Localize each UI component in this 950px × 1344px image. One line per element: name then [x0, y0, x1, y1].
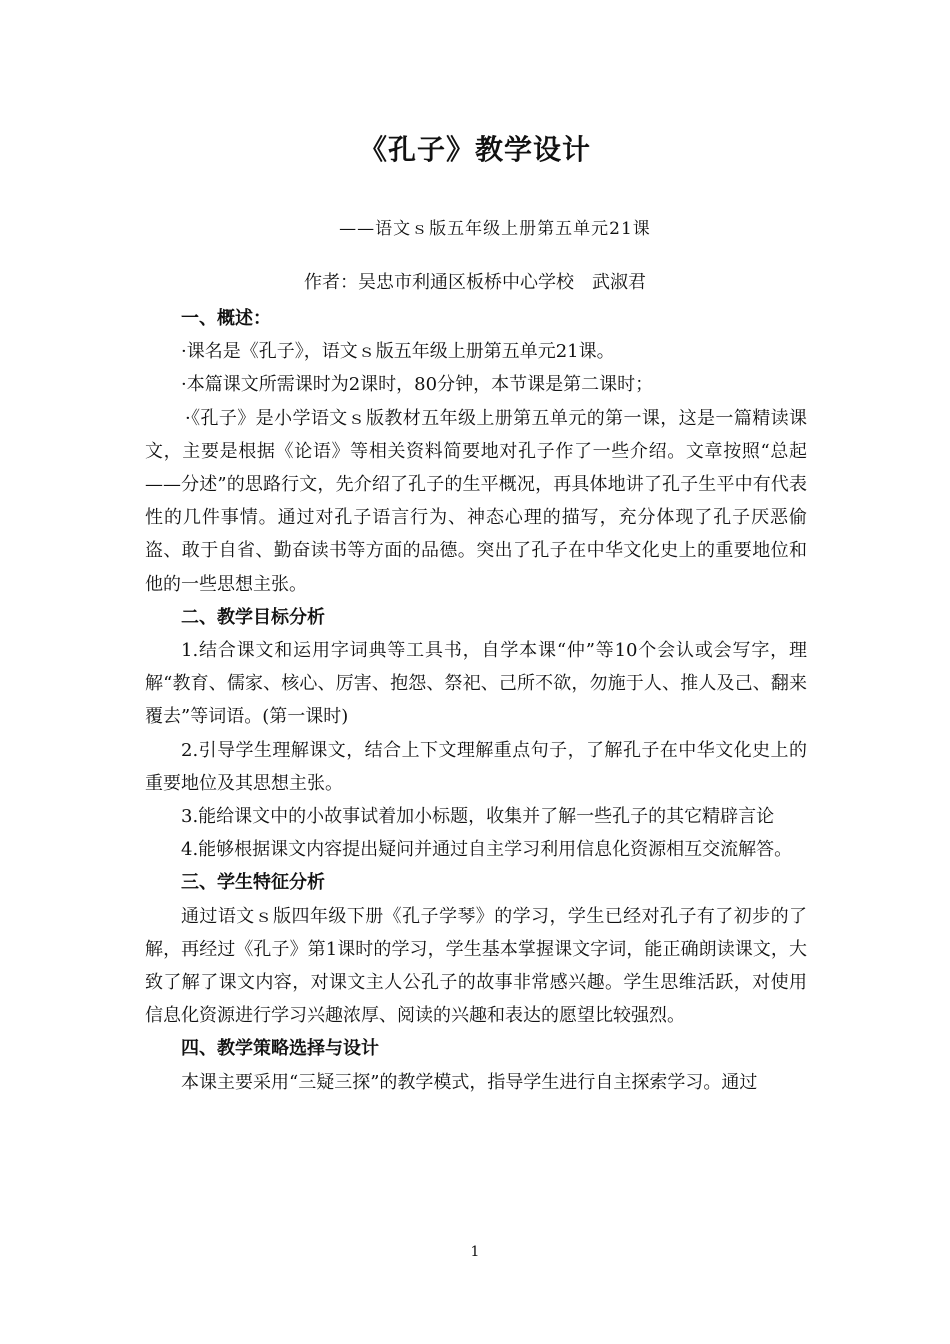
overview-item: ·本篇课文所需课时为2课时，80分钟，本节课是第二课时； [181, 374, 654, 396]
goal-item: 4.能够根据课文内容提出疑问并通过自主学习利用信息化资源相互交流解答。 [181, 839, 793, 861]
strategy-paragraph: 本课主要采用“三疑三探”的教学模式，指导学生进行自主探索学习。通过 [181, 1071, 758, 1093]
goal-item: 3.能给课文中的小故事试着加小标题，收集并了解一些孔子的其它精辟言论 [181, 806, 775, 828]
section-heading-overview: 一、概述： [181, 308, 271, 329]
goal-item: 1.结合课文和运用字词典等工具书，自学本课“仲”等10个会认或会写字，理解“教育、儒家、核心、厉害、抱怨、祭祀、己所不欲，勿施于人、推人及己、翻来覆去”等词语。(第一课时) [145, 640, 807, 728]
section-heading-goals: 二、教学目标分析 [181, 606, 325, 628]
goal-item: 2.引导学生理解课文，结合上下文理解重点句子，了解孔子在中华文化史上的重要地位及其思想主张。 [145, 739, 807, 794]
page-title: 《孔子》教学设计 [358, 133, 591, 166]
overview-item: ·课名是《孔子》，语文ｓ版五年级上册第五单元21课。 [181, 341, 615, 363]
overview-item: ·《孔子》是小学语文ｓ版教材五年级上册第五单元的第一课，这是一篇精读课文，主要是根据《论语》等相关资料简要地对孔子作了一些介绍。文章按照“总起——分述”的思路行文，先介绍了孔子的生平概况，再具体地讲了孔子生平中有代表性的几件事情。通过对孔子语言行为、神态心理的描写，充分体现了孔子厌恶偷盗、敢于自省、勤奋读书等方面的品德。突出了孔子在中华文化史上的重要地位和他的一些思想主张。 [145, 407, 807, 595]
document-body [145, 302, 807, 1099]
author-line: 作者：吴忠市利通区板桥中心学校 武淑君 [304, 272, 646, 293]
section-heading-strategy: 四、教学策略选择与设计 [181, 1038, 379, 1060]
students-paragraph: 通过语文ｓ版四年级下册《孔子学琴》的学习，学生已经对孔子有了初步的了解，再经过《孔子》第1课时的学习，学生基本掌握课文字词，能正确朗读课文，大致了解了课文内容，对课文主人公孔子的故事非常感兴趣。学生思维活跃，对使用信息化资源进行学习兴趣浓厚、阅读的兴趣和表达的愿望比较强烈。 [145, 905, 807, 1027]
section-heading-students: 三、学生特征分析 [181, 872, 325, 894]
page-number: 1 [470, 1244, 480, 1260]
page-subtitle: ——语文ｓ版五年级上册第五单元21课 [339, 219, 651, 239]
